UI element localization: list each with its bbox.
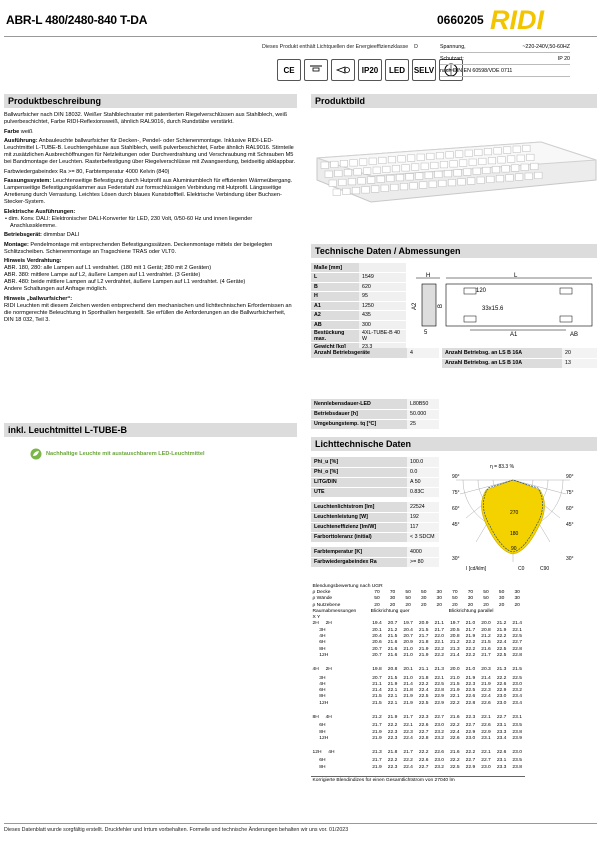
product-image — [311, 130, 597, 213]
light-table-2 — [311, 502, 439, 543]
svg-text:A1: A1 — [510, 332, 518, 336]
svg-text:L: L — [514, 273, 518, 279]
section-lichttechnische-daten: Lichttechnische Daten — [311, 437, 597, 451]
spec-row: nach DIN EN 60598/VDE 0711 — [440, 65, 570, 77]
light3-row: Farbtemperatur [K] 4000 — [311, 547, 439, 557]
svg-text:90°: 90° — [566, 474, 574, 480]
section-leuchtmittel: inkl. Leuchtmittel L-TUBE-B — [4, 423, 297, 437]
svg-text:45°: 45° — [566, 522, 574, 528]
svg-text:RIDI: RIDI — [490, 6, 544, 32]
energy-note: Dieses Produkt enthält Lichtquellen der Energieeffizienzklasse D — [262, 44, 418, 50]
light1-row: Phi_u [%] 100.0 — [311, 457, 439, 467]
light1-row: Phi_o [%] 0.0 — [311, 467, 439, 477]
dim-row: B 620 — [311, 282, 406, 292]
svg-text:C90: C90 — [540, 566, 550, 572]
dimension-drawing — [410, 264, 598, 341]
ugr-nutz-row: ρ Nutzebene 20 20 20 20 20 20 20 20 20 20 — [312, 602, 520, 608]
ugr-row: 12H 21.9 22.3 22.4 22.8 23.2 22.6 23.0 23.1 23.4 23.9 — [319, 735, 522, 741]
svg-text:180: 180 — [510, 531, 519, 537]
selv-icon: SELV — [412, 59, 436, 81]
svg-text:5: 5 — [424, 330, 428, 336]
ugr-row: 8H 21.9 22.3 22.3 22.7 23.2 22.4 22.9 22.9 23.3 23.8 — [319, 729, 522, 735]
svg-text:η = 83.3 %: η = 83.3 % — [490, 464, 515, 470]
ugr-row: 8H 20.7 21.6 21.0 21.9 22.2 21.3 22.2 21.6 22.5 22.8 — [319, 646, 522, 652]
svg-text:A2: A2 — [412, 302, 418, 310]
ugr-view-row: Raumabmessungen Blickrichtung quer Blickrichtung parallel — [312, 608, 494, 614]
svg-text:30°: 30° — [566, 556, 574, 562]
life-row: Nennlebensdauer-LED L80B50 — [311, 399, 439, 409]
svg-text:30°: 30° — [452, 556, 460, 562]
lifetime-table — [311, 399, 439, 430]
ball-icon — [331, 59, 355, 81]
section-produktbeschreibung: Produktbeschreibung — [4, 94, 297, 108]
light2-row: Leuchtenleistung [W] 192 — [311, 512, 439, 522]
ce-icon: CE — [277, 59, 301, 81]
ugr-row: 8H 21.5 22.1 21.9 22.5 22.9 22.1 22.6 22.4 23.0 23.4 — [319, 694, 522, 700]
ugr-row: 3H 20.1 21.2 20.4 21.5 21.7 20.5 21.7 20.8 21.9 22.1 — [319, 627, 522, 633]
svg-text:270: 270 — [510, 510, 519, 516]
dimensions-table — [311, 263, 406, 353]
svg-text:90°: 90° — [452, 474, 460, 480]
dim-row: L 1549 — [311, 273, 406, 283]
ugr-wande-row: ρ Wände 50 30 50 30 30 50 30 50 30 30 — [312, 596, 520, 602]
dim-row: A1 1250 — [311, 301, 406, 311]
certification-icons — [277, 59, 463, 81]
dim-row: A2 435 — [311, 311, 406, 321]
ugr-note-row: Korrigierte Blendindizes für einen Gesamtlichtstrom von 27040 lm — [311, 777, 525, 783]
ugr-row: 6H 21.7 22.2 22.1 22.6 23.0 22.2 22.7 22.6 23.1 23.5 — [319, 723, 522, 729]
spec-row: Spannung, ~220-240V,50-60HZ — [440, 41, 570, 53]
light2-row: Leuchteneffizienz [lm/W] 117 — [311, 522, 439, 532]
led-icon: LED — [385, 59, 409, 81]
spec-box — [440, 41, 570, 77]
ip20-icon: IP20 — [358, 59, 382, 81]
ridi-logo — [490, 6, 576, 37]
ugr-row: 4H 20.4 21.5 20.7 21.7 22.0 20.8 21.9 21.2 22.2 22.5 — [319, 634, 522, 640]
sustainability-note: Nachhaltige Leuchte mit austauschbarem LED-Leuchtmittel — [30, 448, 205, 460]
svg-text:60°: 60° — [566, 506, 574, 512]
life-row: Betriebsdauer [h] 50.000 — [311, 409, 439, 419]
light1-row: UTE 0.83C — [311, 487, 439, 497]
energy-class: D — [414, 44, 418, 50]
ceiling-mount-icon — [304, 59, 328, 81]
dim-row: Bestückung max. 4XL-TUBE-B 40 W — [311, 330, 406, 343]
leitungsschutz-table: Anzahl Betriebsg. an LS B 16A 20 Anzahl Betriebsg. an LS B 10A 13 — [442, 348, 597, 369]
svg-text:60°: 60° — [452, 506, 460, 512]
light-table-1 — [311, 457, 439, 498]
light3-row: Farbwiedergabeindex Ra >= 80 — [311, 557, 439, 567]
section-produktbild: Produktbild — [311, 94, 597, 108]
ugr-row: 12H 21.5 22.1 21.9 22.5 22.9 22.2 22.8 22.6 23.0 23.4 — [319, 700, 522, 706]
polar-diagram — [452, 462, 578, 579]
svg-text:75°: 75° — [452, 490, 460, 496]
ugr-row: 12H 20.7 21.6 21.0 21.9 22.2 21.4 22.2 21.7 22.5 22.8 — [319, 652, 522, 658]
product-code: ABR-L 480/2480-840 T-DA — [6, 13, 148, 27]
dim-row: H 95 — [311, 292, 406, 302]
ugr-row: 4H 21.1 21.9 21.4 22.2 22.5 21.5 22.3 21.9 22.6 23.0 — [319, 681, 522, 687]
ugr-decke-row: ρ Decke 70 70 50 50 30 70 70 50 50 30 — [312, 589, 520, 595]
svg-text:AB: AB — [570, 332, 579, 336]
svg-text:H: H — [426, 273, 431, 279]
svg-text:120: 120 — [476, 288, 487, 294]
section-technische-daten: Technische Daten / Abmessungen — [311, 244, 597, 258]
spec-row: Schutzart: IP 20 — [440, 53, 570, 65]
ugr-row: 6H 21.7 22.2 22.2 22.6 23.0 22.2 22.7 22.7 23.1 23.5 — [319, 758, 522, 764]
svg-text:33x15.6: 33x15.6 — [482, 306, 504, 312]
svg-text:I [cd/klm]: I [cd/klm] — [466, 566, 487, 572]
svg-text:C0: C0 — [518, 566, 525, 572]
light1-row: LITG/DIN A 50 — [311, 477, 439, 487]
light-table-3 — [311, 547, 439, 568]
dim-row: AB 300 — [311, 320, 406, 330]
ugr-xy-row: X Y — [312, 615, 321, 621]
ugr-title-row: Blendungsbewertung nach UGR — [312, 583, 383, 589]
ugr-row: 8H 4H 21.2 21.9 21.7 22.3 22.7 21.6 22.3 22.1 22.7 23.1 — [312, 715, 522, 721]
svg-text:45°: 45° — [452, 522, 460, 528]
svg-text:90: 90 — [511, 546, 517, 552]
svg-text:75°: 75° — [566, 490, 574, 496]
ugr-row: 2H 2H 19.4 20.7 19.7 20.9 21.1 19.7 21.0 20.0 21.2 21.4 — [312, 621, 522, 627]
light2-row: Leuchtenlichtstrom [lm] 22524 — [311, 502, 439, 512]
description-text: Ballwurfsicher nach DIN 18032. Weißer Stahlblechraster mit patentierten Riegelverschlüssen aus Stahlblech, weiß pulverbeschichtet, Farbe RIDI-Reflexionsweiß, ähnlich RAL9016, durch Rundstäbe verstärkt. Farbe weiß Ausführung: Anbauleuchte ballwurfsicher für Decken-, Pendel- oder Schienenmontage. Inklusive RIDI-LED-Leuchtmittel L-TUBE-B. Leuchtengehäuse aus Stahlblech, weiß pulverbeschichtet, Farbe ähnlich RAL9016. Stirnteile mit zusätzlichen Ausbrechöffnungen für Netzleitungen oder Durchverdrahtung und Verschraubung mit Schrauben M5 bei Bandmontage der Leuchten. Rasterbefestigung über Riegelverschlüsse mit Zwangserdung, beidseitig abklappbar. Farbwiedergabeindex Ra >= 80, Farbtemperatur 4000 Kelvin (840) Fassungssystem: Leuchtenseitige Befestigung durch Hutprofil aus Aluminiumblech für effizienten Wärmeübergang. Lampenseitige Befestigungsklammer aus Federstahl zur formschlüssigen Verbindung mit Hutprofil. Längsseitige Arretierung durch Verrastung. Leichtes Lösen durch blaues Kunststoffteil. Elektrische Verbindung über Buchsen-Stecker-System. Elektrische Ausführungen: • dim. Konv. DALI: Elektronischer DALI-Konverter für LED, 230 Volt, 0/50-60 Hz und innen liegender Anschlussklemme. Betriebsgerät: dimmbar DALI Montage: Pendelmontage mit entsprechenden Befestigungssätzen. Deckenmontage mittels der beigelegten Schlitzscheiben. Schienenmontage an Tragschiene TRAS oder VLT0. Hinweis Verdrahtung: ABR. 180, 280: alle Lampen auf L1 verdrahtet. (180 mit 1 Gerät; 280 mit 2 Geräten) ABR. 380: mittlere Lampe auf L2, äußere Lampen auf L1 verdrahtet. (3 Geräte) ABR. 480: beide mittlere Lampen auf L2 verdrahtet, äußere Lampen auf L1 verdrahtet. (4 Geräte) Andere Schaltungen auf Anfrage möglich. Hinweis „ballwurfsicher“: RIDI Leuchten mit diesem Zeichen werden entsprechend den mechanischen und lichttechnischen Erfordernissen an die normgerechte Beleuchtung in Sporthallen hergestellt. Sie erfüllen die Anforderungen an die Ballwurfsicherheit, DIN 18 032, Teil 3. — [4, 112, 296, 323]
ugr-row: 3H 20.7 21.5 21.0 21.8 22.1 21.0 21.9 21.4 22.2 22.5 — [319, 675, 522, 681]
ugr-row: 6H 20.6 21.6 20.9 21.8 22.1 21.2 22.2 21.5 22.4 22.7 — [319, 640, 522, 646]
ugr-row: 4H 2H 19.8 20.8 20.1 21.1 21.3 20.0 21.0 20.3 21.3 21.5 — [312, 667, 522, 673]
ugr-row: 12H 4H 21.3 21.8 21.7 22.2 22.6 21.6 22.2 22.1 22.6 23.0 — [312, 750, 522, 756]
betriebsgeraete-table: Anzahl Betriebsgeräte 4 — [311, 348, 439, 359]
ugr-row: 8H 21.9 22.3 22.4 22.7 23.2 22.5 22.9 23.0 23.3 23.8 — [319, 764, 522, 770]
product-number: 0660205 — [437, 13, 484, 27]
ugr-row: 6H 21.4 22.1 21.8 22.4 22.8 21.9 22.5 22.3 22.9 23.2 — [319, 688, 522, 694]
leaf-icon — [30, 448, 42, 460]
footer-disclaimer: Dieses Datenblatt wurde sorgfältig erstellt. Druckfehler und Irrtum vorbehalten. Formelle und technische Änderungen behalten wir uns vor. 01/2023 — [4, 823, 597, 833]
svg-text:B: B — [438, 303, 444, 308]
dim-row: Maße [mm] — [311, 263, 406, 273]
light2-row: Farborttoleranz (initial) < 3 SDCM — [311, 532, 439, 542]
ugr-table — [311, 583, 525, 783]
ugr-table-container — [311, 583, 525, 783]
life-row: Umgebungstemp. tq [°C] 25 — [311, 419, 439, 429]
